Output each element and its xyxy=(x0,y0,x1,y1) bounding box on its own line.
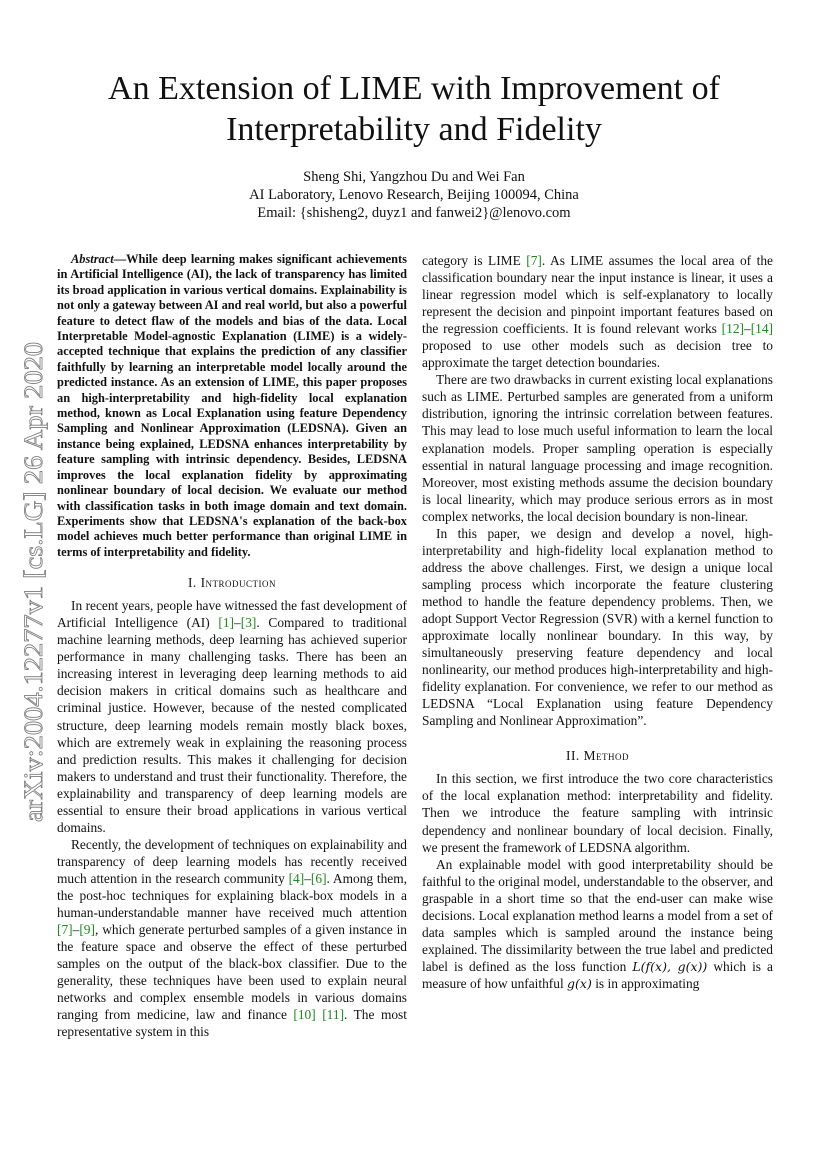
section-number: I. xyxy=(187,575,201,591)
citation-link[interactable]: [3] xyxy=(240,615,257,631)
method-paragraph-1: In this section, we first introduce the two core characteristics of the local explanation method: interpretability and fidelity. Then we introduce the feature sampling with intrinsic dependency and nonlinear boundary of local decision. Finally, we present the framework of LEDSNA algorithm. xyxy=(422,771,773,855)
section-title: Method xyxy=(583,748,630,764)
math-g-of-x: g(x) xyxy=(567,975,592,991)
intro-paragraph-3 xyxy=(422,252,773,371)
title-line-1: An Extension of LIME with Improvement of xyxy=(108,70,720,107)
arxiv-identifier-sidebar xyxy=(12,340,52,830)
arxiv-identifier-svg xyxy=(12,340,52,830)
abstract xyxy=(57,252,407,560)
text-run: Recently, the development of techniques on explainability and transparency of deep learning models has recently received much attention in the research community xyxy=(57,836,407,886)
email: Email: {shisheng2, duyz1 and fanwei2}@lenovo.com xyxy=(257,205,571,221)
text-run: , which generate perturbed samples of a given instance in the feature space and observe the effect of these perturbed samples on the output of the black-box classifier. Due to the generality, these techniques have been used to explain neural networks and complex ensemble models in various domains ranging from medicine, law and finance xyxy=(57,922,407,1023)
text-run: . The most representative system in this xyxy=(57,1007,407,1040)
citation-link[interactable]: [7] xyxy=(526,253,542,268)
text-run: In recent years, people have witnessed the fast development of Artificial Intelligence (AI) xyxy=(57,598,407,631)
text-run: – xyxy=(72,922,80,938)
text-run: – xyxy=(234,615,241,631)
text-run: . Compared to traditional machine learning methods, deep learning has achieved superior performance in many challenging tasks. There has been an increasing interest in leveraging deep learning methods to aid decision makers in critical domains such as healthcare and criminal justice. However, because of the nested complicated structure, deep learning models remain mostly black boxes, which are extremely weak in explaining the reasoning process and prediction results. This makes it challenging for decision makers to understand and trust their functionality. Therefore, the explainability and transparency of deep learning models are essential to ensure their broad applications in various vertical domains. xyxy=(57,615,408,835)
text-run: is in approximating xyxy=(591,975,700,991)
intro-paragraph-4: There are two drawbacks in current existing local explanations such as LIME. Perturbed samples are generated from a uniform distribution, ignoring the intrinsic correlation between features. This may lead to lose much useful information to learn the local explanation models. Proper sampling operation is especially essential in natural language processing and image recognition. Moreover, most existing methods assume the decision boundary is local linearity, which may produce serious errors as in most complex networks, the local decision boundary is non-linear. xyxy=(422,372,773,524)
citation-link[interactable]: [1] xyxy=(218,615,235,631)
citation-link[interactable]: [6] xyxy=(310,870,327,886)
citation-link[interactable]: [12] xyxy=(721,321,744,337)
title-line-2: Interpretability and Fidelity xyxy=(226,111,602,148)
intro-paragraph-1 xyxy=(57,597,407,836)
text-run: . As LIME assumes the local area of the classification boundary near the input instance is linear, it uses a linear regression model which is self-explanatory to locally represent the decision and pinpoint important features based on the regression coefficients. It is found relevant works xyxy=(422,253,774,337)
text-run: – xyxy=(743,321,751,337)
text-run: – xyxy=(304,870,311,886)
text-run: . Among them, the post-hoc techniques for explaining black-box models in a human-understandable manner have received much attention xyxy=(57,870,407,921)
citation-link[interactable]: [11] xyxy=(322,1007,345,1023)
intro-paragraph-5: In this paper, we design and develop a novel, high-interpretability and high-fidelity local explanation method to address the above challenges. First, we design a unique local sampling process which incorporate the feature clustering method to handle the feature dependency problems. Then, we adopt Support Vector Regression (SVR) with a kernel function to approximate locally nonlinear boundary. In this way, by simultaneously preserving feature dependency and local nonlinearity, our method produces high-interpretability and high-fidelity explanation. For convenience, we refer to our method as LEDSNA “Local Explanation using feature Dependency Sampling and Nonlinear Approximation”. xyxy=(422,525,773,729)
citation-link[interactable]: [9] xyxy=(79,922,95,938)
arxiv-identifier-text: arXiv:2004.12277v1 [cs.LG] 26 Apr 2020 xyxy=(19,382,48,822)
section-heading-method xyxy=(422,747,773,764)
section-heading-introduction xyxy=(57,574,407,591)
citation-link[interactable]: [4] xyxy=(288,870,305,886)
intro-paragraph-2 xyxy=(57,836,407,1041)
text-run: category is LIME xyxy=(422,253,527,268)
authors: Sheng Shi, Yangzhou Du and Wei Fan xyxy=(303,169,525,185)
abstract-text: While deep learning makes significant achievements in Artificial Intelligence (AI), the lack of transparency has limited its broad application in various vertical domains. Explainability is not only a gateway between AI and real world, but also a powerful feature to detect flaw of the models and bias of the data. Local Interpretable Model-agnostic Explanation (LIME) is a widely-accepted technique that explains the prediction of any classifier faithfully by learning an interpretable model locally around the predicted instance. As an extension of LIME, this paper proposes an high-interpretability and high-fidelity local explanation method, known as Local Explanation using feature Dependency Sampling and Nonlinear Approximation (LEDSNA). Given an instance being explained, LEDSNA enhances interpretability by feature sampling with intrinsic dependency. Besides, LEDSNA improves the local explanation fidelity by approximating nonlinear boundary of local decision. We evaluate our method with classification tasks in both image domain and text domain. Experiments show that LEDSNA's explanation of the back-box model achieves much better performance than original LIME in terms of interpretability and fidelity. xyxy=(57,252,407,559)
right-column xyxy=(422,252,773,992)
citation-link[interactable]: [14] xyxy=(750,321,773,337)
citation-link[interactable]: [10] xyxy=(293,1007,316,1023)
abstract-label: Abstract xyxy=(71,252,114,266)
section-title: Introduction xyxy=(200,575,277,591)
math-loss-function: L(f(x), g(x)) xyxy=(632,958,708,974)
affiliation: AI Laboratory, Lenovo Research, Beijing 100094, China xyxy=(249,187,579,203)
method-paragraph-2 xyxy=(422,856,773,992)
text-run: An explainable model with good interpretability should be faithful to the original model, understandable to the observer, and graspable in a short time so that the end-user can make wise decisions. Local explanation method learns a model from a set of data samples which is sampled around the instance being explained. The dissimilarity between the true label and predicted label is defined as the loss function xyxy=(422,856,773,974)
abstract-dash: — xyxy=(113,252,127,266)
text-run: proposed to use other models such as decision tree to approximate the target detection boundaries. xyxy=(422,338,773,371)
section-number: II. xyxy=(565,748,584,764)
left-column xyxy=(57,252,407,1040)
paper-title xyxy=(60,68,768,150)
text-run: which is a measure of how unfaithful xyxy=(422,958,773,991)
citation-link[interactable]: [7] xyxy=(57,922,73,938)
